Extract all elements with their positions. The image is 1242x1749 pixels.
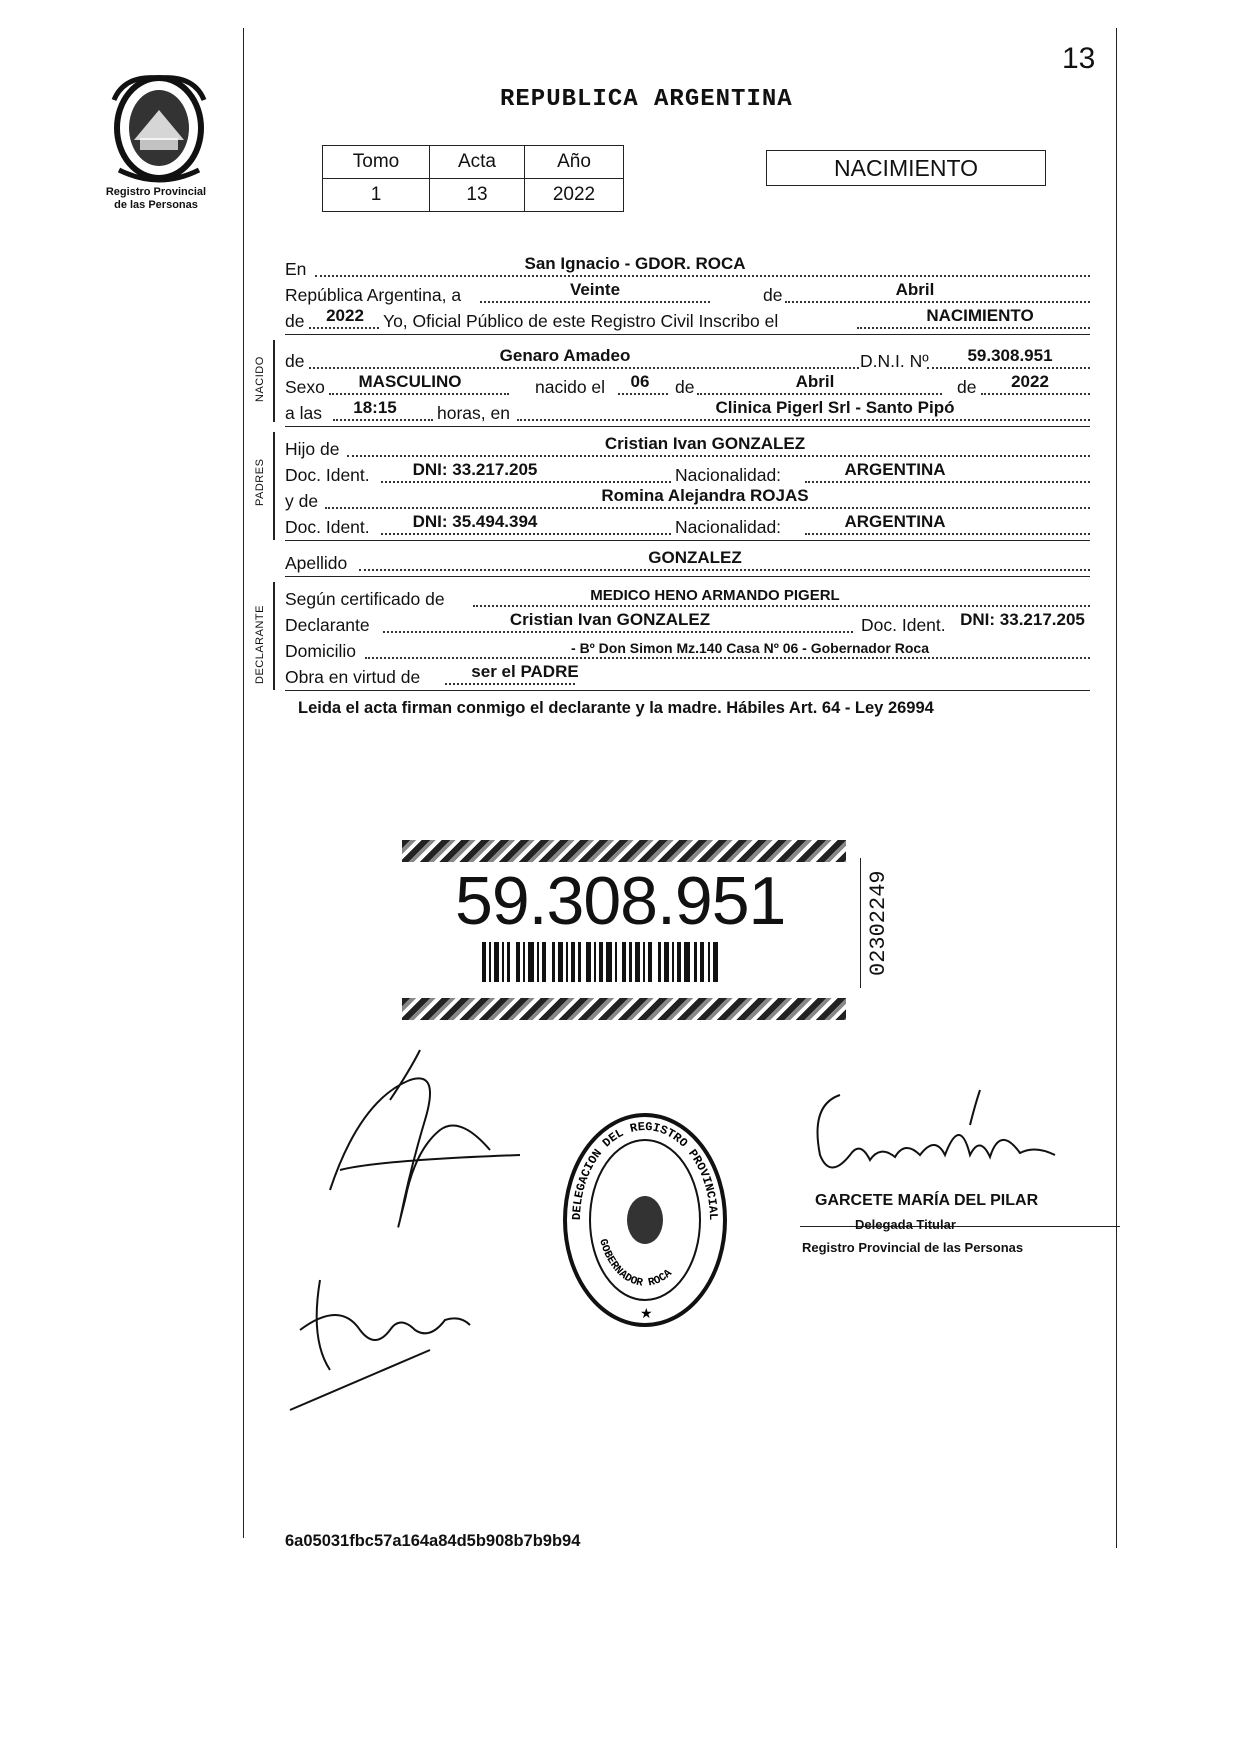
acta-header-anio: Año [525, 146, 624, 179]
value-anio: 2022 [326, 306, 364, 325]
row-madre [285, 486, 1090, 512]
row-lugar [285, 254, 1090, 280]
row-padre [285, 434, 1090, 460]
label-domicilio: Domicilio [285, 641, 356, 661]
dotted-line [480, 301, 710, 303]
dotted-line [785, 301, 1090, 303]
row-anio [285, 306, 1090, 332]
label-republica: República Argentina, a [285, 285, 462, 305]
label-de-mid: de [675, 377, 695, 397]
margin-line-left [243, 28, 244, 1538]
dotted-line [325, 507, 1090, 509]
row-declarante [285, 610, 1090, 636]
dotted-line [309, 327, 379, 329]
label-de-year: de [285, 311, 305, 331]
value-sexo: MASCULINO [358, 372, 462, 391]
svg-text:GOBERNADOR ROCA [596, 1238, 675, 1290]
section-bar-padres [273, 432, 275, 540]
row-hora [285, 398, 1090, 424]
serial-line [860, 858, 861, 988]
barcode [482, 942, 722, 987]
label-hijo-de: Hijo de [285, 439, 340, 459]
row-padre-doc [285, 460, 1090, 486]
logo-caption [86, 186, 226, 212]
value-domicilio: - Bº Don Simon Mz.140 Casa Nº 06 - Gobernador Roca [571, 640, 929, 656]
section-separator [285, 334, 1090, 335]
page-number: 13 [1062, 42, 1096, 75]
label-en: En [285, 259, 307, 279]
dotted-line [697, 393, 942, 395]
label-obra: Obra en virtud de [285, 667, 421, 687]
official-signature-line [800, 1226, 1120, 1227]
dotted-line [981, 393, 1090, 395]
official-office: Registro Provincial de las Personas [802, 1240, 1024, 1255]
margin-line-right [1116, 28, 1117, 1548]
side-label-declarante: DECLARANTE [254, 605, 266, 684]
value-certificado: MEDICO HENO ARMANDO PIGERL [590, 587, 840, 604]
value-dia: Veinte [569, 280, 621, 299]
label-y-de: y de [285, 491, 319, 511]
section-separator [285, 426, 1090, 427]
dotted-line [315, 275, 1090, 277]
dotted-line [329, 393, 509, 395]
dotted-line [383, 631, 853, 633]
row-madre-doc [285, 512, 1090, 538]
acta-value-tomo: 1 [323, 179, 430, 212]
sticker-serial: 02302249 [866, 870, 891, 976]
row-obra [285, 662, 1090, 688]
value-nac-mes: Abril [795, 372, 835, 391]
label-a-las: a las [285, 403, 322, 423]
acta-value-anio: 2022 [525, 179, 624, 212]
value-obra: ser el PADRE [471, 662, 579, 681]
label-segun: Según certificado de [285, 589, 445, 609]
row-certificado [285, 584, 1090, 610]
dotted-line [381, 481, 671, 483]
dotted-line [517, 419, 1090, 421]
seal-top-text: DELEGACION DEL REGISTRO PROVINCIAL [569, 1119, 721, 1221]
document-hash: 6a05031fbc57a164a84d5b908b7b9b94 [285, 1532, 581, 1550]
value-madre-doc: DNI: 35.494.394 [412, 512, 538, 531]
acta-header-acta: Acta [430, 146, 525, 179]
value-acto: NACIMIENTO [926, 306, 1034, 325]
row-nombre [285, 346, 1090, 372]
value-declarante-doc: DNI: 33.217.205 [960, 610, 1085, 629]
row-apellido [285, 548, 1090, 574]
sticker-band-top [402, 840, 846, 862]
acta-header-tomo: Tomo [323, 146, 430, 179]
signature-madre [280, 1260, 480, 1425]
official-role: Delegada Titular [855, 1217, 956, 1232]
value-mes: Abril [895, 280, 935, 299]
seal-bottom-text: GOBERNADOR ROCA [596, 1237, 675, 1290]
signature-official [800, 1085, 1060, 1200]
label-doc-ident3: Doc. Ident. [861, 615, 946, 635]
label-de-end: de [957, 377, 977, 397]
acta-value-acta: 13 [430, 179, 525, 212]
dotted-line [857, 327, 1090, 329]
svg-text:★: ★ [640, 1305, 653, 1321]
row-sexo [285, 372, 1090, 398]
value-apellido: GONZALEZ [648, 548, 742, 567]
value-madre: Romina Alejandra ROJAS [601, 486, 809, 505]
label-sexo: Sexo [285, 377, 325, 397]
logo-caption-line2: de las Personas [114, 199, 198, 211]
dotted-line [473, 605, 1090, 607]
document-type-box: NACIMIENTO [766, 150, 1046, 186]
official-seal [560, 1110, 730, 1335]
dotted-line [309, 367, 859, 369]
sticker-band-bottom [402, 998, 846, 1020]
dotted-line [359, 569, 1090, 571]
section-bar-nacido [273, 340, 275, 422]
label-nacido: nacido el [535, 377, 606, 397]
value-lugar-nac: Clinica Pigerl Srl - Santo Pipó [715, 398, 955, 417]
label-nacionalidad: Nacionalidad: [675, 465, 782, 485]
value-dni: 59.308.951 [967, 346, 1053, 365]
official-name: GARCETE MARÍA DEL PILAR [815, 1192, 1039, 1209]
value-nac-dia: 06 [630, 372, 650, 391]
side-label-padres: PADRES [254, 458, 266, 506]
value-nombre: Genaro Amadeo [499, 346, 631, 365]
label-doc-ident2: Doc. Ident. [285, 517, 370, 537]
label-yo: Yo, Oficial Público de este Registro Civil Inscribo el [383, 311, 779, 331]
registro-logo-emblem [104, 70, 214, 190]
label-declarante: Declarante [285, 615, 370, 635]
section-separator [285, 690, 1090, 691]
dotted-line [618, 393, 668, 395]
label-apellido: Apellido [285, 553, 348, 573]
value-lugar: San Ignacio - GDOR. ROCA [524, 254, 746, 273]
section-bar-declarante [273, 582, 275, 690]
logo-caption-line1: Registro Provincial [105, 186, 207, 198]
dotted-line [333, 419, 433, 421]
value-declarante: Cristian Ivan GONZALEZ [509, 610, 711, 629]
signature-declarante [320, 1040, 540, 1265]
label-de-name: de [285, 351, 305, 371]
dotted-line [805, 533, 1090, 535]
section-separator [285, 540, 1090, 541]
section-separator [285, 576, 1090, 577]
side-label-nacido: NACIDO [254, 356, 266, 402]
row-domicilio [285, 636, 1090, 662]
closing-text: Leida el acta firman conmigo el declarante y la madre. Hábiles Art. 64 - Ley 26994 [298, 699, 934, 717]
value-nac-anio: 2022 [1011, 372, 1049, 391]
value-padre-nac: ARGENTINA [844, 460, 946, 479]
value-madre-nac: ARGENTINA [844, 512, 946, 531]
row-fecha [285, 280, 1090, 306]
dni-sticker-number: 59.308.951 [455, 863, 786, 939]
acta-table [322, 145, 624, 212]
dotted-line [927, 367, 1090, 369]
dotted-line [805, 481, 1090, 483]
dotted-line [381, 533, 671, 535]
label-de: de [763, 285, 783, 305]
label-horas-en: horas, en [437, 403, 510, 423]
document-title: REPUBLICA ARGENTINA [500, 86, 793, 113]
value-padre-doc: DNI: 33.217.205 [412, 460, 538, 479]
label-nacionalidad2: Nacionalidad: [675, 517, 782, 537]
dotted-line [347, 455, 1090, 457]
value-padre: Cristian Ivan GONZALEZ [604, 434, 806, 453]
label-dni-no: D.N.I. Nº [860, 351, 929, 371]
label-doc-ident: Doc. Ident. [285, 465, 370, 485]
dotted-line [365, 657, 1090, 659]
value-hora: 18:15 [353, 398, 397, 417]
dotted-line [445, 683, 575, 685]
